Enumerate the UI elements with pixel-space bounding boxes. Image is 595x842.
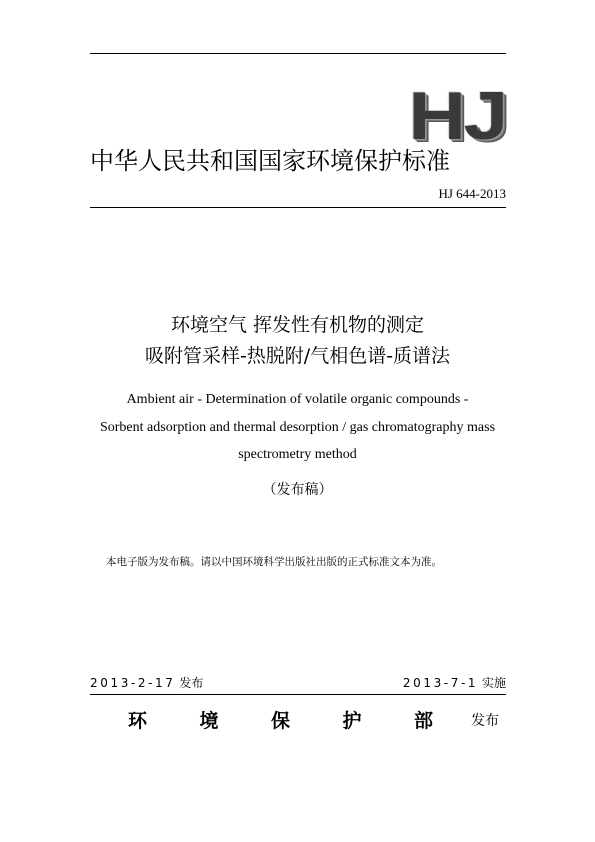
issuer-char: 境 (199, 710, 219, 732)
issuer-char: 保 (270, 710, 290, 732)
hj-logo: HJ (408, 78, 506, 154)
publish-label: 发布 (179, 676, 204, 690)
title-en-line2: Sorbent adsorption and thermal desorption / gas chromatography mass (99, 420, 496, 435)
standard-number: HJ 644-2013 (438, 186, 506, 201)
notice-text: 本电子版为发布稿。请以中国环境科学出版社出版的正式标准文本为准。 (106, 556, 442, 568)
issuer-char: 环 (128, 710, 148, 732)
org-title: 中华人民共和国国家环境保护标准 (90, 147, 450, 175)
footer-rule (90, 694, 506, 695)
publish-date: 2013-2-17 (90, 676, 176, 690)
publish-date-block (90, 676, 203, 691)
title-zh-line1: 环境空气 挥发性有机物的测定 (170, 314, 425, 336)
header-rule (90, 207, 506, 208)
implement-label: 实施 (481, 676, 506, 690)
release-label: （发布稿） (262, 482, 333, 498)
title-en-line3: spectrometry method (238, 447, 357, 462)
issuer-char: 部 (413, 710, 433, 732)
title-en-line1: Ambient air - Determination of volatile organic compounds - (126, 392, 469, 407)
issuer-name (128, 709, 433, 733)
implement-date-block (403, 676, 506, 691)
issuer-suffix: 发布 (471, 713, 499, 729)
issuer-char: 护 (342, 710, 362, 732)
implement-date: 2013-7-1 (402, 676, 479, 690)
title-zh-line2: 吸附管采样-热脱附/气相色谱-质谱法 (144, 345, 451, 367)
top-rule (90, 53, 506, 54)
